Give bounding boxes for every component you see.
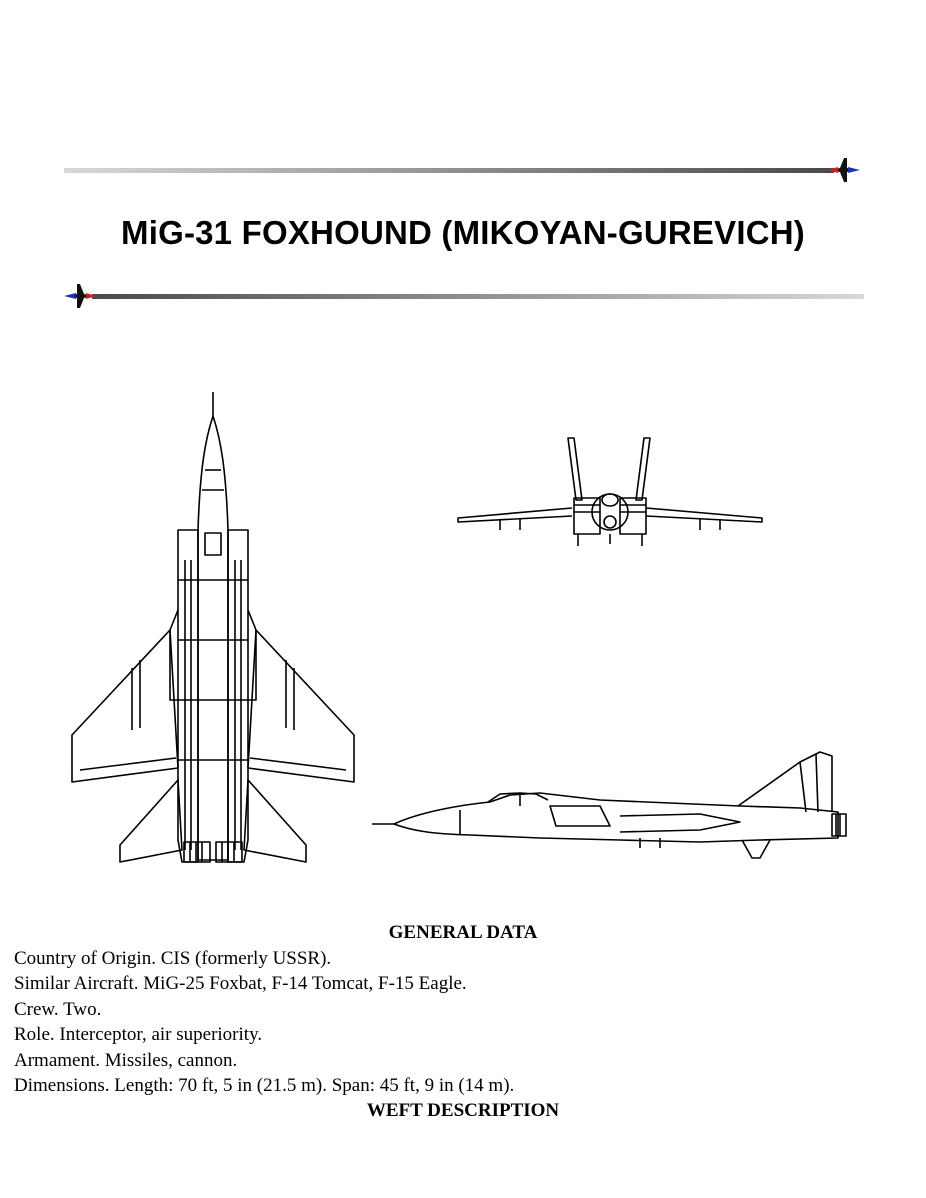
side-view-drawing: [372, 752, 846, 858]
general-data-list: [14, 946, 514, 1098]
general-data-line: Crew. Two.: [14, 998, 102, 1020]
page-title: MiG-31 FOXHOUND (MIKOYAN-GUREVICH): [121, 214, 805, 251]
general-data-line: Similar Aircraft. MiG-25 Foxbat, F-14 Tomcat, F-15 Eagle.: [14, 973, 467, 995]
general-data-line: Role. Interceptor, air superiority.: [14, 1024, 263, 1046]
general-data-line: Country of Origin. CIS (formerly USSR).: [14, 948, 332, 969]
weft-description-heading: WEFT DESCRIPTION: [366, 1100, 560, 1121]
general-data-line: Armament. Missiles, cannon.: [14, 1049, 238, 1071]
general-data-heading: GENERAL DATA: [388, 922, 538, 943]
front-view-drawing: [458, 438, 762, 546]
plan-view-drawing: [72, 392, 354, 862]
general-data-line: Dimensions. Length: 70 ft, 5 in (21.5 m). Span: 45 ft, 9 in (14 m).: [14, 1075, 515, 1097]
